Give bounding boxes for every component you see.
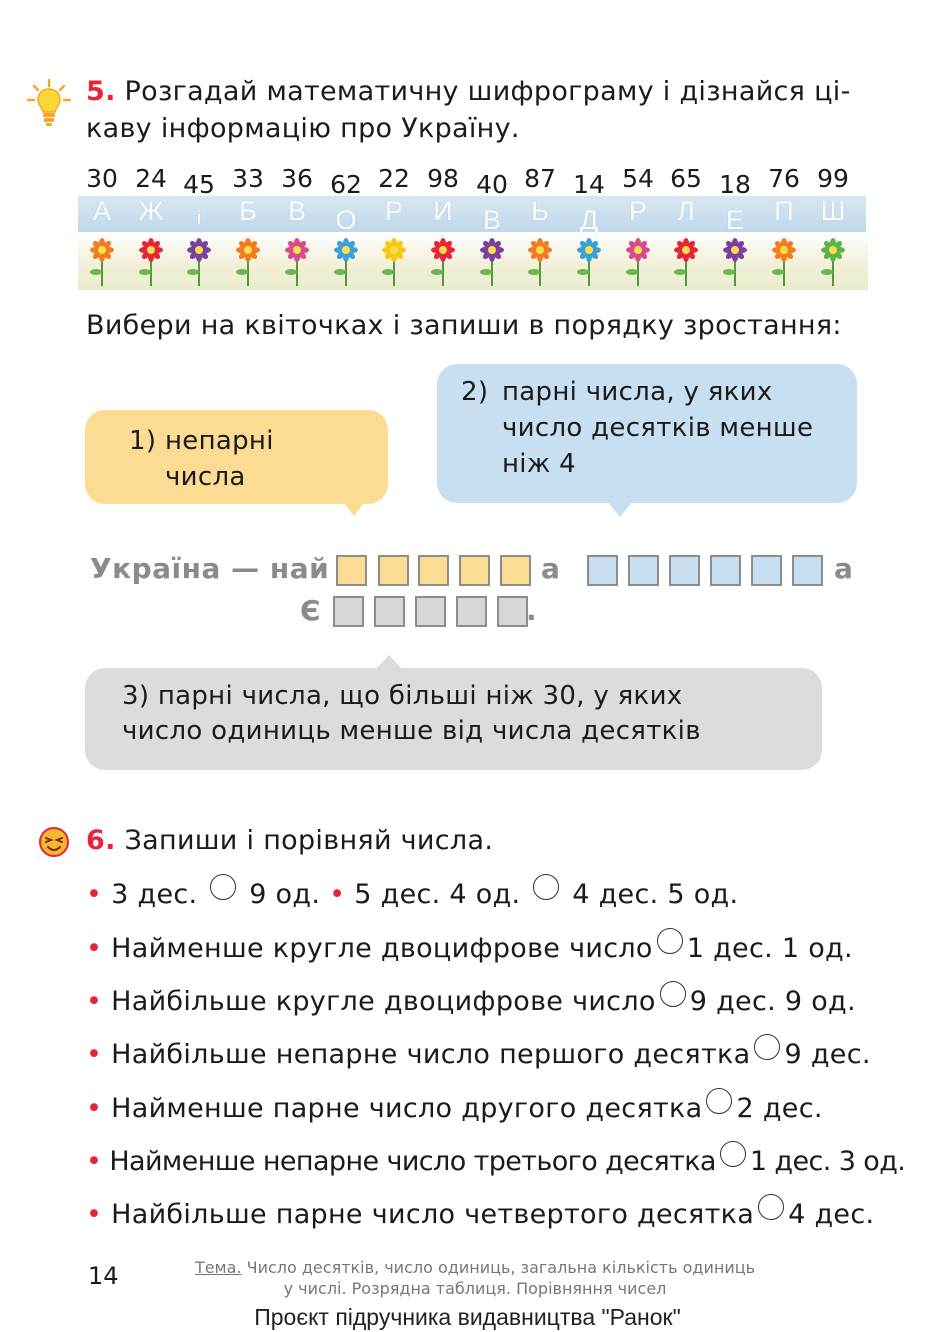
task5-line2: каву інформацію про Україну. xyxy=(86,113,520,144)
answer-box-gray[interactable] xyxy=(374,596,405,627)
cipher-number: 30 xyxy=(86,164,118,193)
row1-d: 4 дес. 5 од. xyxy=(572,879,739,910)
answer-box-yellow[interactable] xyxy=(459,555,490,586)
cipher-letter: П xyxy=(774,196,794,226)
row2-left: Найменше кругле двоцифрове число xyxy=(111,933,653,964)
compare-circle[interactable] xyxy=(706,1088,732,1114)
sentence-letter-a1: а xyxy=(541,552,561,585)
bubble1-line1: непарні xyxy=(165,426,274,456)
compare-circle[interactable] xyxy=(657,928,683,954)
answer-box-gray[interactable] xyxy=(497,596,528,627)
task5-line1 xyxy=(86,74,851,110)
sentence-prefix: Україна — най xyxy=(90,552,330,585)
flower-icon xyxy=(328,232,364,288)
cipher-letter: И xyxy=(433,196,453,226)
cipher-letter: Ь xyxy=(531,196,549,226)
flower-icon xyxy=(620,232,656,288)
sentence-letter-a2: а xyxy=(834,552,854,585)
flower-icon xyxy=(522,232,558,288)
cipher-number: 45 xyxy=(183,170,215,199)
row3-right: 9 дес. 9 од. xyxy=(689,986,856,1017)
theme-note xyxy=(140,1257,810,1299)
instruction: Вибери на квіточках і запиши в порядку зростання: xyxy=(86,310,842,341)
cipher-letter: Б xyxy=(239,196,257,226)
flower-icon xyxy=(279,232,315,288)
flower-icon xyxy=(571,232,607,288)
cipher-number: 54 xyxy=(622,164,654,193)
compare-row-5: • Найменше парне число другого десятка 2 дес. xyxy=(86,1088,823,1124)
answer-box-blue[interactable] xyxy=(587,555,618,586)
row2-right: 1 дес. 1 од. xyxy=(686,933,853,964)
cipher-letter: Р xyxy=(628,196,647,226)
row1-b: 9 од. xyxy=(249,879,321,910)
cipher-number: 24 xyxy=(135,164,167,193)
page-number: 14 xyxy=(88,1262,119,1290)
cipher-number: 98 xyxy=(427,164,459,193)
task6-title: Запиши і порівняй числа. xyxy=(124,825,494,856)
compare-circle[interactable] xyxy=(660,981,686,1007)
cipher-letter: Ж xyxy=(138,196,164,226)
flower-icon xyxy=(474,232,510,288)
row3-left: Найбільше кругле двоцифрове число xyxy=(111,986,656,1017)
cipher-number: 33 xyxy=(232,164,264,193)
theme-line2: у числі. Розрядна таблиця. Порівняння чисел xyxy=(283,1279,667,1298)
cipher-number: 76 xyxy=(768,164,800,193)
theme-line1: Число десятків, число одиниць, загальна кількість одиниць xyxy=(241,1258,756,1277)
flower-icon xyxy=(425,232,461,288)
answer-box-blue[interactable] xyxy=(751,555,782,586)
row5-left: Найменше парне число другого десятка xyxy=(111,1093,703,1124)
answer-box-blue[interactable] xyxy=(792,555,823,586)
row1-a: 3 дес. xyxy=(111,879,198,910)
cipher-letter: Е xyxy=(725,205,744,235)
task5-number: 5. xyxy=(86,76,116,107)
flower-icon xyxy=(815,232,851,288)
cipher-number: 99 xyxy=(817,164,849,193)
row4-right: 9 дес. xyxy=(784,1039,871,1070)
answer-box-blue[interactable] xyxy=(628,555,659,586)
bubble3-line1: 3) парні числа, що більші ніж 30, у яких xyxy=(122,681,683,711)
cipher-number: 40 xyxy=(476,170,508,199)
answer-box-yellow[interactable] xyxy=(500,555,531,586)
cipher-number: 87 xyxy=(524,164,556,193)
flower-icon xyxy=(84,232,120,288)
flower-icon xyxy=(230,232,266,288)
bubble2-num: 2) xyxy=(461,377,489,407)
compare-circle[interactable] xyxy=(210,874,236,900)
cipher-letter: О xyxy=(335,205,357,235)
cipher-number: 36 xyxy=(281,164,313,193)
task5-text-1: Розгадай математичну шифрограму і дізнайся ці- xyxy=(124,76,851,107)
compare-row-1: • 3 дес. 9 од. • 5 дес. 4 од. 4 дес. 5 од. xyxy=(86,874,738,910)
compare-circle[interactable] xyxy=(758,1194,784,1220)
compare-circle[interactable] xyxy=(754,1034,780,1060)
answer-box-gray[interactable] xyxy=(415,596,446,627)
cipher-number: 62 xyxy=(330,170,362,199)
bubble2-line2: число десятків менше xyxy=(502,413,814,443)
answer-box-yellow[interactable] xyxy=(336,555,367,586)
row1-c: 5 дес. 4 од. xyxy=(354,879,521,910)
row7-left: Найбільше парне число четвертого десятка xyxy=(111,1199,755,1230)
compare-row-4: • Найбільше непарне число першого десятка 9 дес. xyxy=(86,1034,871,1070)
compare-row-2: • Найменше кругле двоцифрове число 1 дес. 1 од. xyxy=(86,928,853,964)
flower-icon xyxy=(717,232,753,288)
compare-row-7: • Найбільше парне число четвертого десятка 4 дес. xyxy=(86,1194,874,1230)
answer-box-gray[interactable] xyxy=(456,596,487,627)
cipher-letter: Ш xyxy=(820,196,846,226)
bubble-even-tail xyxy=(606,500,634,517)
answer-box-blue[interactable] xyxy=(710,555,741,586)
compare-row-3: • Найбільше кругле двоцифрове число 9 дес. 9 од. xyxy=(86,981,856,1017)
row5-right: 2 дес. xyxy=(736,1093,823,1124)
flower-icon xyxy=(181,232,217,288)
flower-icon xyxy=(133,232,169,288)
bubble2-line3: ніж 4 xyxy=(502,449,576,479)
cipher-number: 14 xyxy=(573,170,605,199)
bubble2-line1: парні числа, у яких xyxy=(502,377,773,407)
task6-header xyxy=(86,823,493,859)
cipher-number: 22 xyxy=(378,164,410,193)
lightbulb-icon xyxy=(26,78,72,128)
cipher-letter: В xyxy=(287,196,306,226)
cipher-letter: Р xyxy=(384,196,403,226)
answer-box-blue[interactable] xyxy=(669,555,700,586)
cipher-letter: В xyxy=(482,205,501,235)
cipher-letter: Л xyxy=(677,196,695,226)
sentence-dot: . xyxy=(526,594,538,627)
sentence-letter-ye: Є xyxy=(300,594,322,627)
theme-label: Тема. xyxy=(194,1258,242,1277)
bubble3-line2: число одиниць менше від числа десятків xyxy=(122,716,701,746)
cipher-letter: А xyxy=(92,196,111,226)
compare-circle[interactable] xyxy=(720,1141,746,1167)
row6-right: 1 дес. 3 од. xyxy=(749,1146,906,1177)
row7-right: 4 дес. xyxy=(788,1199,875,1230)
bubble-odd-tail xyxy=(342,500,366,516)
compare-row-6: • Найменше непарне число третього десятка 1 дес. 3 од. xyxy=(86,1141,905,1177)
project-caption: Проєкт підручника видавництва "Ранок" xyxy=(254,1304,681,1330)
flower-icon xyxy=(376,232,412,288)
row6-left: Найменше непарне число третього десятка xyxy=(109,1146,716,1177)
bubble1-line2: числа xyxy=(165,462,246,492)
row4-left: Найбільше непарне число першого десятка xyxy=(111,1039,751,1070)
smiley-icon xyxy=(38,826,70,858)
task6-number: 6. xyxy=(86,825,116,856)
answer-box-gray[interactable] xyxy=(333,596,364,627)
compare-circle[interactable] xyxy=(533,874,559,900)
bubble1-num: 1) xyxy=(129,426,157,456)
cipher-letter: Д xyxy=(579,205,599,235)
answer-box-yellow[interactable] xyxy=(418,555,449,586)
cipher-number: 65 xyxy=(670,164,702,193)
answer-box-yellow[interactable] xyxy=(378,555,409,586)
flower-icon xyxy=(766,232,802,288)
cipher-number: 18 xyxy=(719,170,751,199)
cipher-letter: і xyxy=(196,208,202,229)
flower-icon xyxy=(668,232,704,288)
